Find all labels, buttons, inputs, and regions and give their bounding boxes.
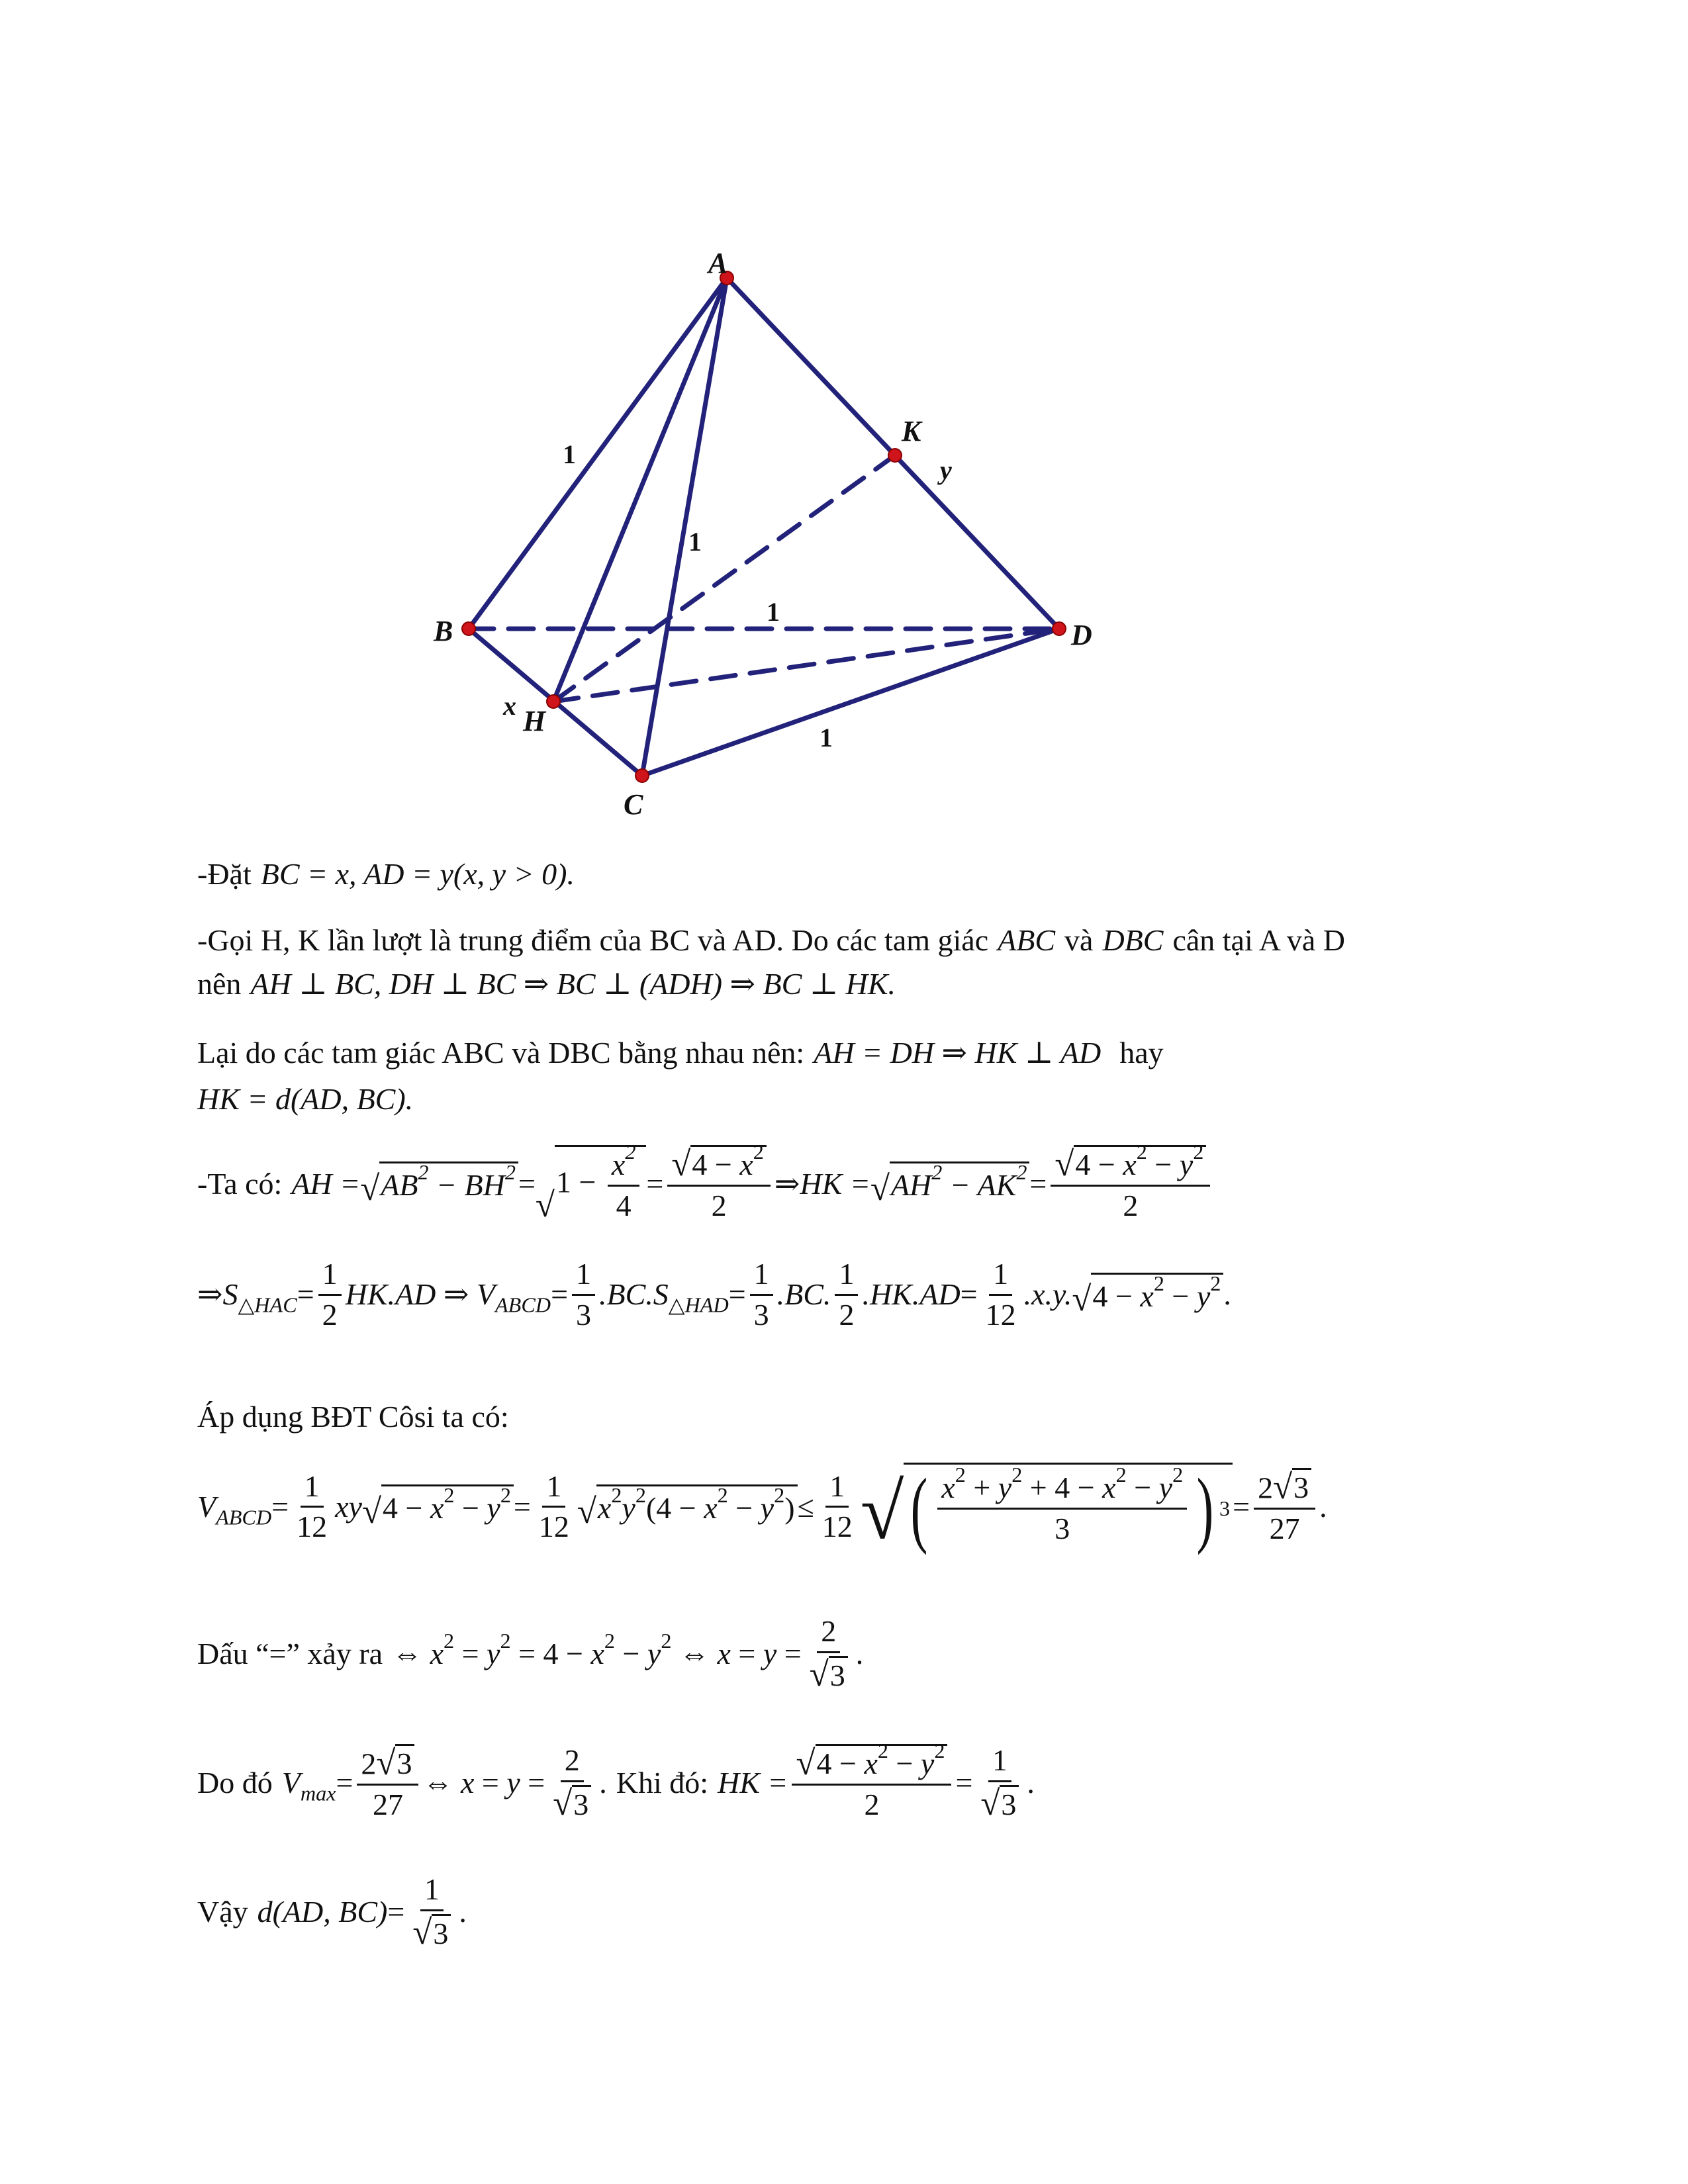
edge-HD-hidden bbox=[553, 629, 1059, 702]
label-CD: 1 bbox=[820, 723, 833, 752]
edge-AB bbox=[469, 278, 727, 629]
point-C bbox=[635, 769, 649, 782]
line-goi: -Gọi H, K lần lượt là trung điểm của BC và AD. Do các tam giác ABC và DBC cân tại A và D bbox=[197, 923, 1346, 957]
line-dat: -Đặt BC = x, AD = y(x, y > 0). bbox=[197, 854, 575, 895]
label-K: K bbox=[902, 415, 921, 447]
point-D bbox=[1053, 622, 1066, 635]
label-AC: 1 bbox=[688, 527, 702, 557]
label-H: H bbox=[523, 705, 546, 737]
line-ap-dung: Áp dụng BĐT Côsi ta có: bbox=[197, 1400, 509, 1433]
label-AB: 1 bbox=[563, 439, 576, 469]
line-hk-dist: HK = d(AD, BC). bbox=[197, 1082, 414, 1116]
tetrahedron-figure bbox=[0, 0, 1688, 834]
label-A: A bbox=[708, 247, 728, 279]
label-C: C bbox=[624, 788, 643, 821]
edge-AH bbox=[553, 278, 727, 702]
line-cosi: $V_{ABCD}$ = $\frac{1}{12}$ xy √ $4 - x^2 - y^2$ = $\frac{1}{12}$ √ $x^2y^2(4 - x^2 - y^2)$ ≤ $\frac{1}{12}$ √ ( $\frac{x^2 + y^2 + 4 - x^2 - y^2}{3}$ ) 3 = 2 √ 3 27 . bbox=[197, 1461, 1327, 1556]
point-B bbox=[462, 622, 475, 635]
tetrahedron-diagram bbox=[0, 0, 1688, 834]
line-vay: Vậy d(AD, BC) = 1 √ 3 . bbox=[197, 1872, 467, 1952]
label-x: x bbox=[503, 691, 516, 721]
point-H bbox=[547, 695, 560, 708]
label-BD: 1 bbox=[767, 597, 780, 627]
line-ta-co: -Ta có: AH = √ $AB^2 - BH^2$ = √ 1 − $\frac{x^2}{4}$ = √ $4 - x^2$ 2 ⇒ HK = √ $AH^2 - AK^2$ = √ $4 - x^2 - y^2$ 2 bbox=[197, 1145, 1214, 1223]
label-y: y bbox=[940, 455, 952, 485]
math-dat: BC = x, AD = y(x, y > 0). bbox=[260, 857, 575, 891]
edge-CD bbox=[642, 629, 1059, 776]
label-B: B bbox=[434, 615, 453, 647]
line-dau-bang: Dấu “=” xảy ra ⇔ $x^2 = y^2 = 4 - x^2 - y^2$ ⇔ x = y = 2 √ 3 . bbox=[197, 1614, 864, 1694]
label-D: D bbox=[1071, 619, 1092, 651]
line-volume: ⇒ $S_{\triangle HAC}$ = $\frac{1}{2}$ HK.AD ⇒ $V_{ABCD}$ = $\frac{1}{3}$ $.BC.S_{\triangle HAD}$ = $\frac{1}{3}$ .BC. $\frac{1}{2}$ .HK.AD = $\frac{1}{12}$ .x.y. √ $4 - x^2 - y^2$ . bbox=[197, 1257, 1231, 1332]
edge-AC bbox=[642, 278, 727, 776]
point-K bbox=[888, 449, 902, 462]
line-do-do: Do đó $V_{max}$ = 2 √ 3 27 ⇔ x = y = 2 √ 3 . Khi đó: HK = √ $4 - x^2 - y^2$ 2 = 1 √ 3 . bbox=[197, 1738, 1035, 1823]
line-nen: nên AH ⊥ BC, DH ⊥ BC ⇒ BC ⊥ (ADH) ⇒ BC ⊥ HK. bbox=[197, 967, 896, 1001]
line-lai-do: Lại do các tam giác ABC và DBC bằng nhau nên: AH = DH ⇒ HK ⊥ AD hay bbox=[197, 1036, 1164, 1069]
